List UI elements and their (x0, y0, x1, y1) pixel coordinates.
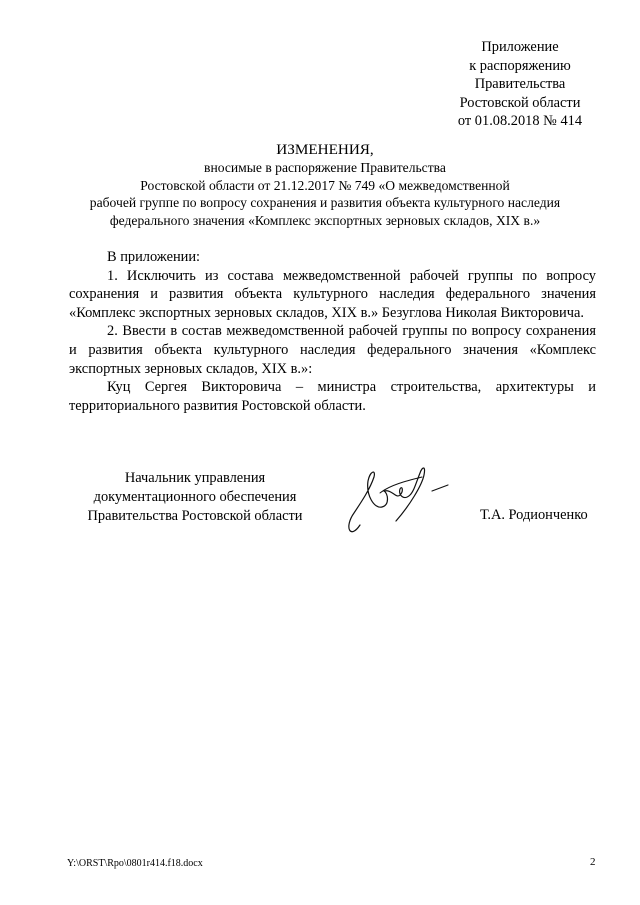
document-heading (60, 140, 590, 229)
footer-file-path: Y:\ORST\Rpo\0801r414.f18.docx (67, 858, 203, 869)
heading-line: федерального значения «Комплекс экспортных зерновых складов, XIX в.» (109, 212, 541, 228)
footer-page-number: 2 (590, 856, 596, 868)
heading-line: вносимые в распоряжение Правительства (204, 160, 446, 175)
appendix-date-number: от 01.08.2018 № 414 (457, 113, 583, 130)
heading-line: рабочей группе по вопросу сохранения и развития объекта культурного наследия (89, 195, 561, 211)
appendix-line: к распоряжению (469, 57, 571, 74)
position-line: Правительства Ростовской области (87, 508, 303, 524)
document-body (69, 248, 596, 415)
appendix-header (420, 38, 620, 131)
handwritten-signature (340, 455, 455, 545)
position-line: Начальник управления (124, 470, 266, 486)
position-line: документационного обеспечения (93, 489, 297, 505)
appendix-line: Ростовской области (459, 94, 581, 111)
signatory-position (60, 469, 330, 526)
appendix-line: Приложение (481, 39, 559, 55)
body-item-2: 2. Ввести в состав межведомственной рабочей группы по вопросу сохранения и развития объекта культурного наследия федерального значения «Комплекс экспортных зерновых складов, XIX в.»: (69, 323, 596, 377)
body-intro: В приложении: (107, 249, 201, 265)
body-item-2-member: Куц Сергея Викторовича – министра строительства, архитектуры и территориального развития Ростовской области. (69, 379, 596, 414)
body-item-1: 1. Исключить из состава межведомственной рабочей группы по вопросу сохранения и развития объекта культурного наследия федерального значения «Комплекс экспортных зерновых складов, XIX в.» Безуглова Николая Викторовича. (69, 267, 596, 321)
heading-line: Ростовской области от 21.12.2017 № 749 «О межведомственной (140, 177, 510, 193)
appendix-line: Правительства (474, 76, 566, 93)
document-title: ИЗМЕНЕНИЯ, (276, 141, 374, 158)
signatory-name: Т.А. Родионченко (480, 507, 588, 523)
